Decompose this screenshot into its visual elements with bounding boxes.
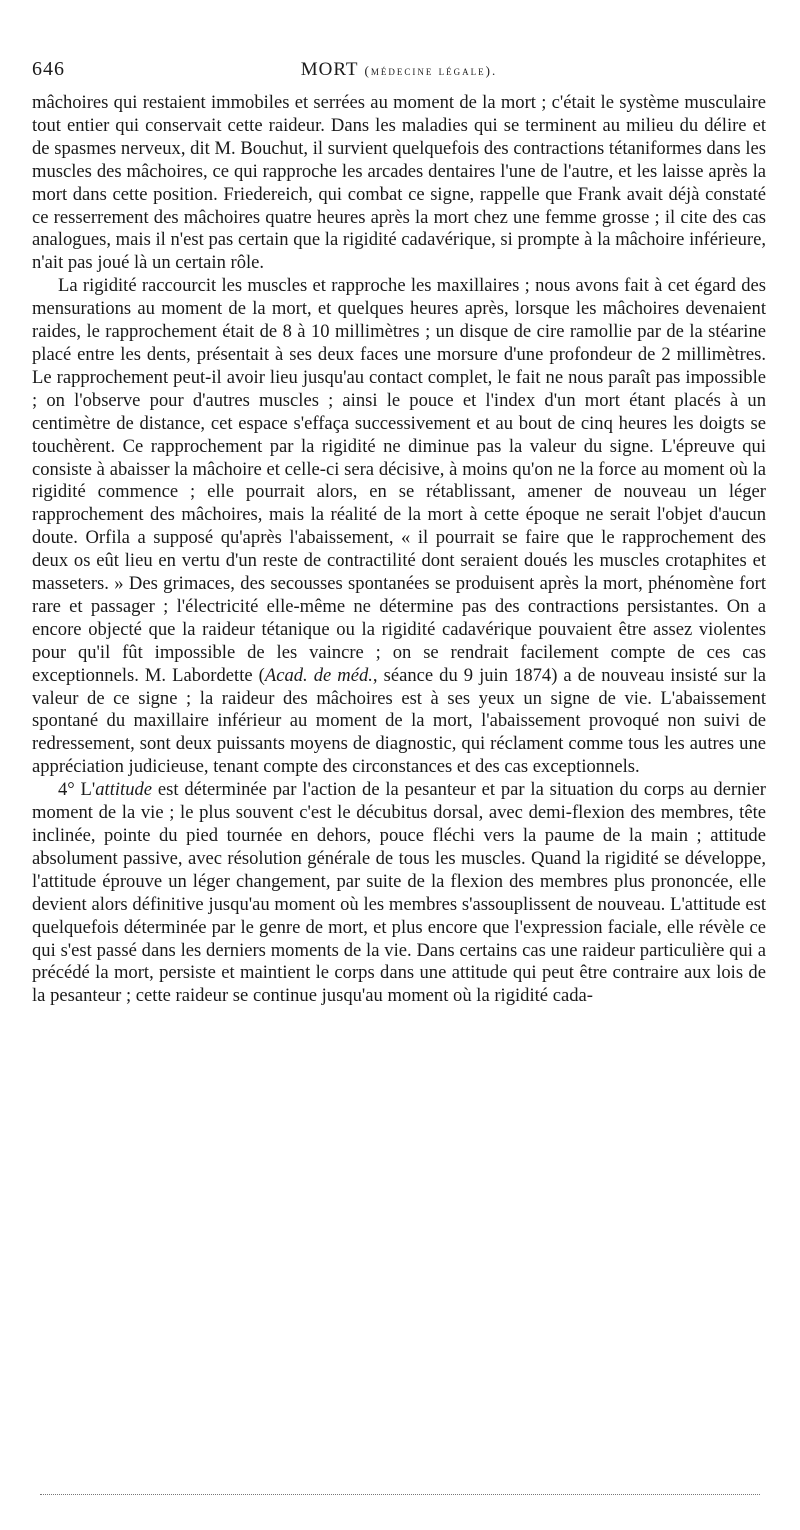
paragraph-3-text-after: est déterminée par l'action de la pesanteur et par la situation du corps au dernier moment de la vie ; le plus souvent c'est le décubitus dorsal, avec demi-flexion des membres, tête inclinée, pointe du pied tournée en dehors, pouce fléchi vers la paume de la main ; attitude absolument passive, avec résolution générale de tous les muscles. Quand la rigidité se développe, l'attitude éprouve un léger changement, par suite de la flexion des membres plus prononcée, elle devient alors définitive jusqu'au moment où les membres s'assouplissent de nouveau. L'attitude est quelquefois déterminée par le genre de mort, et plus encore que l'expression faciale, elle révèle ce qui s'est passé dans les derniers moments de la vie. Dans certains cas une raideur particulière qui a précédé la mort, persiste et maintient le corps dans une attitude qui peut être contraire aux lois de la pesanteur ; cette raideur se continue jusqu'au moment où la rigidité cada- <box>32 779 766 1007</box>
body-text <box>32 92 766 1008</box>
paragraph-3-lead: 4° L' <box>58 779 96 801</box>
footer-rule <box>40 1494 760 1495</box>
paragraph-2-text-after: , séance du 9 juin 1874) a de nouveau insisté sur la valeur de ce signe ; la raideur des mâchoires est à ses yeux un signe de vie. L'abaissement spontané du maxillaire inférieur au moment de la mort, l'abaissement provoqué non suivi de redressement, sont deux puissants moyens de diagnostic, qui réclament comme tous les autres une appréciation judicieuse, tenant compte des circonstances et des cas exceptionnels. <box>32 664 766 778</box>
title-main: MORT <box>300 59 359 80</box>
page-number: 646 <box>32 58 65 80</box>
page-title <box>32 58 766 81</box>
paragraph-1 <box>32 92 766 275</box>
running-head <box>32 58 766 84</box>
paragraph-2 <box>32 275 766 779</box>
paragraph-2-text: La rigidité raccourcit les muscles et rapproche les maxillaires ; nous avons fait à cet égard des mensurations au moment de la mort, et quelques heures après, lorsque les mâchoires devenaient raides, le rapprochement était de 8 à 10 millimètres ; un disque de cire ramollie par de la stéarine placé entre les dents, présentait à ses deux faces une morsure d'une profondeur de 2 millimètres. Le rapprochement peut-il avoir lieu jusqu'au contact complet, le fait ne nous paraît pas impossible ; on l'observe pour d'autres muscles ; ainsi le pouce et l'index d'un mort étant placés à un centimètre de distance, cet espace s'effaça successivement et au bout de cinq heures les doigts se touchèrent. Ce rapprochement par la rigidité ne diminue pas la valeur du signe. L'épreuve qui consiste à abaisser la mâchoire et celle-ci sera décisive, à moins qu'on ne la force au moment où la rigidité commence ; elle pourrait alors, en se rétablissant, amener de nouveau un léger rapprochement des mâchoires, mais la réalité de la mort à cette époque ne serait l'objet d'aucun doute. Orfila a supposé qu'après l'abaissement, « il pourrait se faire que le rapprochement des deux os eût lieu en vertu d'un reste de contractilité dont seraient doués les muscles crotaphites et masseters. » Des grimaces, des secousses spontanées se produisent après la mort, phénomène fort rare et passager ; l'électricité elle-même ne détermine pas des contractions persistantes. On a encore objecté que la raideur tétanique ou la rigidité cadavérique pouvaient être assez violentes pour qu'il fût impossible de les vaincre ; on se rendrait facilement compte de ces cas exceptionnels. M. Labordette ( <box>32 275 766 686</box>
title-subtitle: (médecine légale). <box>364 63 498 78</box>
paragraph-3 <box>32 779 766 1008</box>
paragraph-2-citation: Acad. de méd. <box>264 664 373 686</box>
paragraph-3-term: attitude <box>95 779 153 801</box>
paragraph-1-text: mâchoires qui restaient immobiles et serrées au moment de la mort ; c'était le système musculaire tout entier qui conservait cette raideur. Dans les maladies qui se terminent au milieu du délire et de spasmes nerveux, dit M. Bouchut, il survient quelquefois des contractions tétaniformes dans les muscles des mâchoires, ce qui rapproche les arcades dentaires l'une de l'autre, et les laisse après la mort dans cette position. Friedereich, qui combat ce signe, rappelle que Frank avait déjà constaté ce resserrement des mâchoires quatre heures après la mort chez une femme grosse ; il cite des cas analogues, mais il n'est pas certain que la rigidité cadavérique, si prompte à la mâchoire inférieure, n'ait pas joué là un certain rôle. <box>32 92 766 274</box>
